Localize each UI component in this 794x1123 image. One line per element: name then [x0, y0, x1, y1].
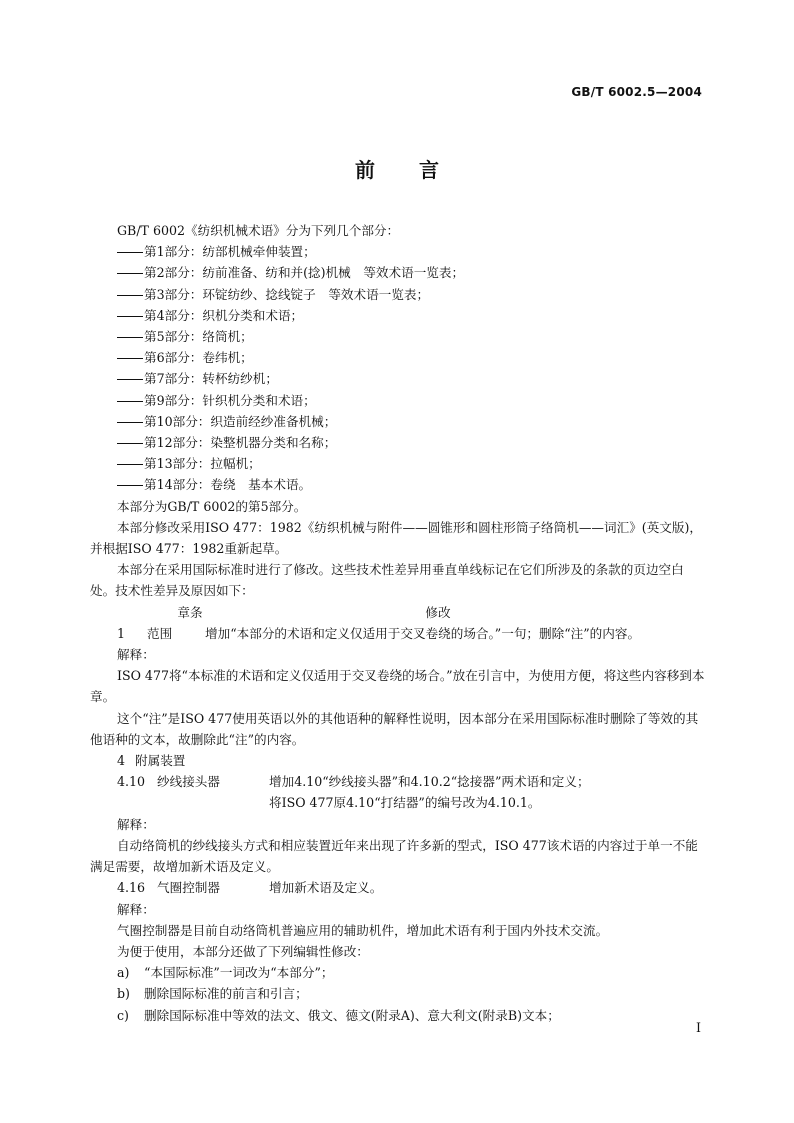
part5-paragraph: 本部分为GB/T 6002的第5部分。: [117, 498, 307, 514]
explain-label: 解释：: [117, 647, 155, 663]
explain-paragraph: 气圈控制器是目前自动络筒机普遍应用的辅助机件，增加此术语有利于国内外技术交流。: [117, 922, 609, 938]
dash-mark: [117, 273, 143, 274]
list-item-text: “本国际标准”一词改为“本部分”；: [144, 965, 334, 981]
list-item: [90, 962, 706, 983]
list-item: [90, 432, 706, 453]
list-item-text: 第1部分：纺部机械牵伸装置；: [144, 244, 316, 260]
dash-mark: [117, 252, 143, 253]
clause-name: 范围: [147, 625, 173, 641]
section-number: 4: [117, 753, 126, 769]
list-item-text: 第10部分：织造前经纱准备机械；: [144, 413, 337, 429]
list-item: [90, 474, 706, 495]
list-item: [90, 241, 706, 262]
clause-change: 增加新术语及定义。: [269, 880, 383, 896]
list-item-text: 第7部分：转杯纺纱机；: [144, 371, 278, 387]
explain-paragraph: ISO 477将“本标准的术语和定义仅适用于交叉卷绕的场合。”放在引言中，为使用方便，将这些内容移到本章。: [90, 668, 705, 705]
explain-label: 解释：: [117, 816, 155, 832]
list-item: [90, 983, 706, 1004]
table-row: [90, 877, 706, 898]
explain-label: 解释：: [117, 901, 155, 917]
clause-name: 气圈控制器: [157, 880, 220, 896]
list-item: [90, 453, 706, 474]
foreword-body: [90, 220, 706, 1026]
dash-mark: [117, 443, 143, 444]
page-title: 前言: [355, 158, 483, 182]
modify-paragraph: 本部分修改采用ISO 477：1982《纺织机械与附件——圆锥形和圆柱形筒子络筒机——词汇》(英文版)，并根据ISO 477：1982重新起草。: [90, 519, 703, 557]
list-item-text: 第9部分：针织机分类和术语；: [144, 392, 316, 408]
list-item: [90, 326, 706, 347]
list-item: [90, 284, 706, 305]
intro-paragraph: GB/T 6002《纺织机械术语》分为下列几个部分：: [117, 223, 400, 238]
column-header-clause: 章条: [177, 604, 203, 620]
list-item: [90, 368, 706, 389]
list-item-text: 第3部分：环锭纺纱、捻线锭子 等效术语一览表；: [144, 286, 430, 302]
list-item: [90, 305, 706, 326]
dash-mark: [117, 401, 143, 402]
table-row: [90, 623, 706, 644]
standard-code: GB/T 6002.5—2004: [571, 85, 702, 99]
list-label: a): [117, 965, 130, 981]
dash-mark: [117, 316, 143, 317]
list-item-text: 删除国际标准中等效的法文、俄文、德文(附录A)、意大利文(附录B)文本；: [144, 1007, 560, 1023]
dash-mark: [117, 295, 143, 296]
clause-number: 4.10: [117, 774, 146, 790]
column-header-change: 修改: [425, 604, 451, 620]
adopt-paragraph: 本部分在采用国际标准时进行了修改。这些技术性差异用垂直单线标记在它们所涉及的条款的页边空白处。技术性差异及原因如下：: [90, 562, 684, 599]
clause-change-continued: 将ISO 477原4.10“打结器”的编号改为4.10.1。: [269, 795, 541, 811]
clause-name: 纱线接头器: [157, 774, 220, 790]
list-item-text: 第5部分：络筒机；: [144, 329, 253, 345]
clause-change: 增加4.10“纱线接头器”和4.10.2“捻接器”两术语和定义；: [269, 774, 590, 790]
list-item-text: 第2部分：纺前准备、纺和并(捻)机械 等效术语一览表；: [144, 265, 465, 281]
list-label: b): [117, 986, 130, 1002]
list-item: [90, 262, 706, 283]
page-number: I: [696, 1020, 701, 1035]
list-item: [90, 1005, 706, 1026]
list-item-text: 第12部分：染整机器分类和名称；: [144, 435, 337, 451]
list-label: c): [117, 1007, 129, 1023]
dash-mark: [117, 464, 143, 465]
list-item-text: 第4部分：织机分类和术语；: [144, 307, 304, 323]
table-row: [90, 771, 706, 792]
list-item: [90, 347, 706, 368]
clause-change: 增加“本部分的术语和定义仅适用于交叉卷绕的场合。”一句；删除“注”的内容。: [205, 625, 641, 641]
section-heading: [90, 750, 706, 771]
dash-mark: [117, 358, 143, 359]
list-item: [90, 390, 706, 411]
list-item-text: 第14部分：卷绕 基本术语。: [144, 477, 312, 493]
edit-paragraph: 为便于使用，本部分还做了下列编辑性修改：: [117, 943, 369, 959]
explain-paragraph: 自动络筒机的纱线接头方式和相应装置近年来出现了许多新的型式，ISO 477该术语的内容过于单一不能满足需要，故增加新术语及定义。: [90, 837, 698, 875]
explain-paragraph: 这个“注”是ISO 477使用英语以外的其他语种的解释性说明，因本部分在采用国际标准时删除了等效的其他语种的文本，故删除此“注”的内容。: [90, 710, 699, 747]
dash-mark: [117, 485, 143, 486]
list-item: [90, 411, 706, 432]
differences-table-header: [90, 602, 706, 623]
clause-number: 4.16: [117, 880, 146, 896]
dash-mark: [117, 337, 143, 338]
parts-list: [90, 241, 706, 495]
list-item-text: 第13部分：拉幅机；: [144, 456, 261, 472]
section-name: 附属装置: [135, 753, 186, 769]
list-item-text: 第6部分：卷纬机；: [144, 350, 253, 366]
clause-number: 1: [117, 625, 126, 641]
dash-mark: [117, 422, 143, 423]
dash-mark: [117, 379, 143, 380]
list-item-text: 删除国际标准的前言和引言；: [144, 986, 308, 1002]
